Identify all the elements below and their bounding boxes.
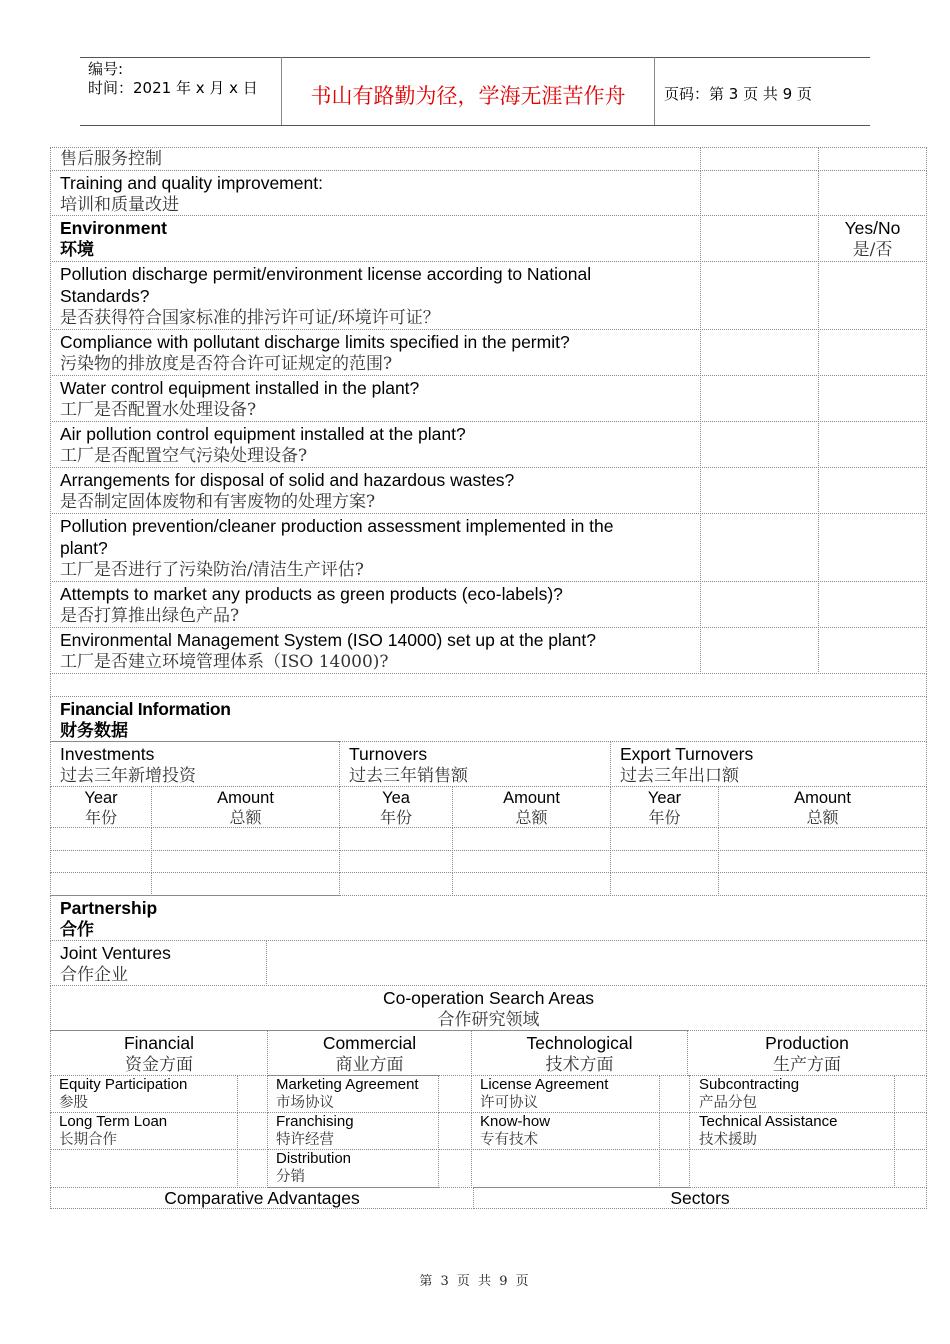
column-header-amount: Amount 总额: [718, 786, 927, 828]
question-en: Pollution discharge permit/environment license according to National: [60, 264, 592, 284]
document-number-label: 编号:: [88, 60, 124, 78]
checkbox-cell[interactable]: [237, 1149, 268, 1188]
answer-cell[interactable]: [818, 170, 927, 216]
question-en: Compliance with pollutant discharge limits specified in the permit?: [60, 332, 570, 352]
area-item-franchising: Franchising 特许经营: [267, 1112, 439, 1150]
area-item-marketing-agreement: Marketing Agreement 市场协议: [267, 1075, 439, 1113]
table-row-training: [50, 170, 701, 216]
row-label-cn: 培训和质量改进: [60, 195, 179, 215]
question-en-cont: Standards?: [60, 286, 150, 306]
section-title-cn: 财务数据: [60, 721, 128, 741]
input-year[interactable]: [50, 827, 152, 851]
question-cn: 工厂是否进行了污染防治/清洁生产评估?: [60, 560, 364, 580]
answer-cell[interactable]: [700, 261, 819, 330]
section-header-partnership: [50, 895, 927, 941]
yes-no-cell[interactable]: [818, 421, 927, 468]
question-row: [50, 581, 701, 628]
area-header-commercial: Commercial 商业方面: [267, 1030, 472, 1076]
joint-ventures-label: Joint Ventures 合作企业: [50, 940, 267, 986]
section-header-environment: [50, 215, 701, 262]
question-en-cont: plant?: [60, 538, 108, 558]
input-amount[interactable]: [718, 850, 927, 873]
area-item-empty: [471, 1149, 660, 1188]
group-label-en: Investments: [60, 744, 155, 764]
section-title-cn: 环境: [60, 240, 94, 260]
question-cn: 是否制定固体废物和有害废物的处理方案?: [60, 492, 376, 512]
yes-no-cell[interactable]: [818, 261, 927, 330]
question-en: Air pollution control equipment installed at the plant?: [60, 424, 466, 444]
spacer-row: [50, 673, 927, 697]
area-header-financial: Financial 资金方面: [50, 1030, 268, 1076]
answer-cell[interactable]: [700, 329, 819, 376]
input-year[interactable]: [339, 827, 453, 851]
checkbox-cell[interactable]: [659, 1112, 690, 1150]
question-cn: 是否获得符合国家标准的排污许可证/环境许可证？: [60, 308, 440, 328]
area-item-technical-assistance: Technical Assistance 技术援助: [689, 1112, 895, 1150]
answer-cell[interactable]: [818, 147, 927, 171]
question-row: [50, 329, 701, 376]
answer-cell[interactable]: [700, 513, 819, 582]
yes-no-cell[interactable]: [818, 467, 927, 514]
financial-group-export-turnovers: [610, 741, 927, 787]
yes-no-label-cn: 是/否: [852, 240, 893, 260]
page-footer: 第 3 页 共 9 页: [419, 1274, 531, 1289]
table-row-after-sales: [50, 147, 701, 171]
input-amount[interactable]: [452, 850, 611, 873]
column-header-amount: Amount 总额: [452, 786, 611, 828]
checkbox-cell[interactable]: [659, 1149, 690, 1188]
yes-no-cell[interactable]: [818, 375, 927, 422]
section-title-en: Environment: [60, 218, 167, 238]
question-row: [50, 261, 701, 330]
question-cn: 工厂是否配置水处理设备?: [60, 400, 257, 420]
header-meta: [88, 60, 258, 98]
column-header-amount: Amount 总额: [151, 786, 340, 828]
yes-no-cell[interactable]: [818, 513, 927, 582]
input-year[interactable]: [339, 872, 453, 896]
checkbox-cell[interactable]: [438, 1112, 472, 1150]
header-divider: [654, 57, 655, 125]
checkbox-cell[interactable]: [237, 1112, 268, 1150]
input-amount[interactable]: [151, 850, 340, 873]
answer-cell[interactable]: [700, 147, 819, 171]
group-label-cn: 过去三年新增投资: [60, 766, 196, 786]
yes-no-label-en: Yes/No: [844, 218, 901, 238]
question-cn: 工厂是否配置空气污染处理设备?: [60, 446, 308, 466]
header-top-rule: [80, 57, 870, 58]
financial-group-turnovers: [339, 741, 611, 787]
section-header-financial: [50, 696, 927, 742]
input-amount[interactable]: [151, 827, 340, 851]
checkbox-cell[interactable]: [894, 1149, 927, 1188]
answer-cell[interactable]: [700, 421, 819, 468]
answer-cell[interactable]: [700, 627, 819, 674]
column-header-year: Year 年份: [610, 786, 719, 828]
group-label-en: Export Turnovers: [620, 744, 754, 764]
input-amount[interactable]: [452, 872, 611, 896]
row-label-en: Training and quality improvement:: [60, 173, 323, 193]
input-year[interactable]: [339, 850, 453, 873]
column-header-year: Yea 年份: [339, 786, 453, 828]
question-cn: 污染物的排放度是否符合许可证规定的范围?: [60, 354, 393, 374]
question-en: Pollution prevention/cleaner production assessment implemented in the: [60, 516, 614, 536]
checkbox-cell[interactable]: [894, 1075, 927, 1113]
section-title-cn: 合作: [60, 920, 94, 940]
input-amount[interactable]: [452, 827, 611, 851]
area-item-license-agreement: License Agreement 许可协议: [471, 1075, 660, 1113]
checkbox-cell[interactable]: [894, 1112, 927, 1150]
yes-no-cell[interactable]: [818, 329, 927, 376]
question-row: [50, 513, 701, 582]
header-motto: 书山有路勤为径，学海无涯苦作舟: [310, 84, 626, 108]
header-cell-blank: [700, 215, 819, 262]
input-year[interactable]: [610, 872, 719, 896]
financial-group-investments: [50, 741, 340, 787]
yes-no-cell[interactable]: [818, 627, 927, 674]
input-year[interactable]: [610, 850, 719, 873]
area-header-production: Production 生产方面: [687, 1030, 927, 1076]
area-item-distribution: Distribution 分销: [267, 1149, 439, 1188]
question-cn: 是否打算推出绿色产品?: [60, 606, 240, 626]
question-row: [50, 421, 701, 468]
sectors-header: Sectors: [473, 1187, 927, 1209]
comparative-advantages-header: Comparative Advantages: [50, 1187, 474, 1209]
area-header-technological: Technological 技术方面: [471, 1030, 688, 1076]
answer-cell[interactable]: [700, 375, 819, 422]
question-en: Environmental Management System (ISO 14000) set up at the plant?: [60, 630, 596, 650]
input-year[interactable]: [50, 872, 152, 896]
section-title-en: Partnership: [60, 898, 158, 918]
yes-no-cell[interactable]: [818, 581, 927, 628]
search-areas-header: Co-operation Search Areas 合作研究领域: [50, 985, 927, 1031]
input-amount[interactable]: [718, 872, 927, 896]
area-item-empty: [689, 1149, 895, 1188]
group-label-en: Turnovers: [349, 744, 428, 764]
checkbox-cell[interactable]: [438, 1075, 472, 1113]
question-en: Attempts to market any products as green products (eco-labels)?: [60, 584, 563, 604]
input-amount[interactable]: [718, 827, 927, 851]
question-cn: 工厂是否建立环境管理体系（ISO 14000)?: [60, 652, 389, 672]
header-bottom-rule: [80, 125, 870, 126]
answer-cell[interactable]: [700, 467, 819, 514]
question-en: Arrangements for disposal of solid and hazardous wastes?: [60, 470, 515, 490]
answer-cell[interactable]: [700, 581, 819, 628]
checkbox-cell[interactable]: [237, 1075, 268, 1113]
checkbox-cell[interactable]: [438, 1149, 472, 1188]
answer-cell[interactable]: [700, 170, 819, 216]
checkbox-cell[interactable]: [659, 1075, 690, 1113]
question-en: Water control equipment installed in the plant?: [60, 378, 420, 398]
question-row: [50, 375, 701, 422]
area-item-long-term-loan: Long Term Loan 长期合作: [50, 1112, 238, 1150]
document-date: 时间：2021 年 x 月 x 日: [88, 79, 258, 97]
group-label-cn: 过去三年销售额: [349, 766, 468, 786]
group-label-cn: 过去三年出口额: [620, 766, 739, 786]
area-item-equity-participation: Equity Participation 参股: [50, 1075, 238, 1113]
area-item-empty: [50, 1149, 238, 1188]
row-label-cn: 售后服务控制: [60, 149, 162, 169]
column-header-year: Year 年份: [50, 786, 152, 828]
question-row: [50, 627, 701, 674]
question-row: [50, 467, 701, 514]
area-item-subcontracting: Subcontracting 产品分包: [689, 1075, 895, 1113]
header-page-info: 页码：第 3 页 共 9 页: [664, 85, 812, 103]
yes-no-header: [818, 215, 927, 262]
input-year[interactable]: [610, 827, 719, 851]
input-year[interactable]: [50, 850, 152, 873]
joint-ventures-input[interactable]: [266, 940, 927, 986]
area-item-know-how: Know-how 专有技术: [471, 1112, 660, 1150]
section-title-en: Financial Information: [60, 699, 231, 719]
input-amount[interactable]: [151, 872, 340, 896]
